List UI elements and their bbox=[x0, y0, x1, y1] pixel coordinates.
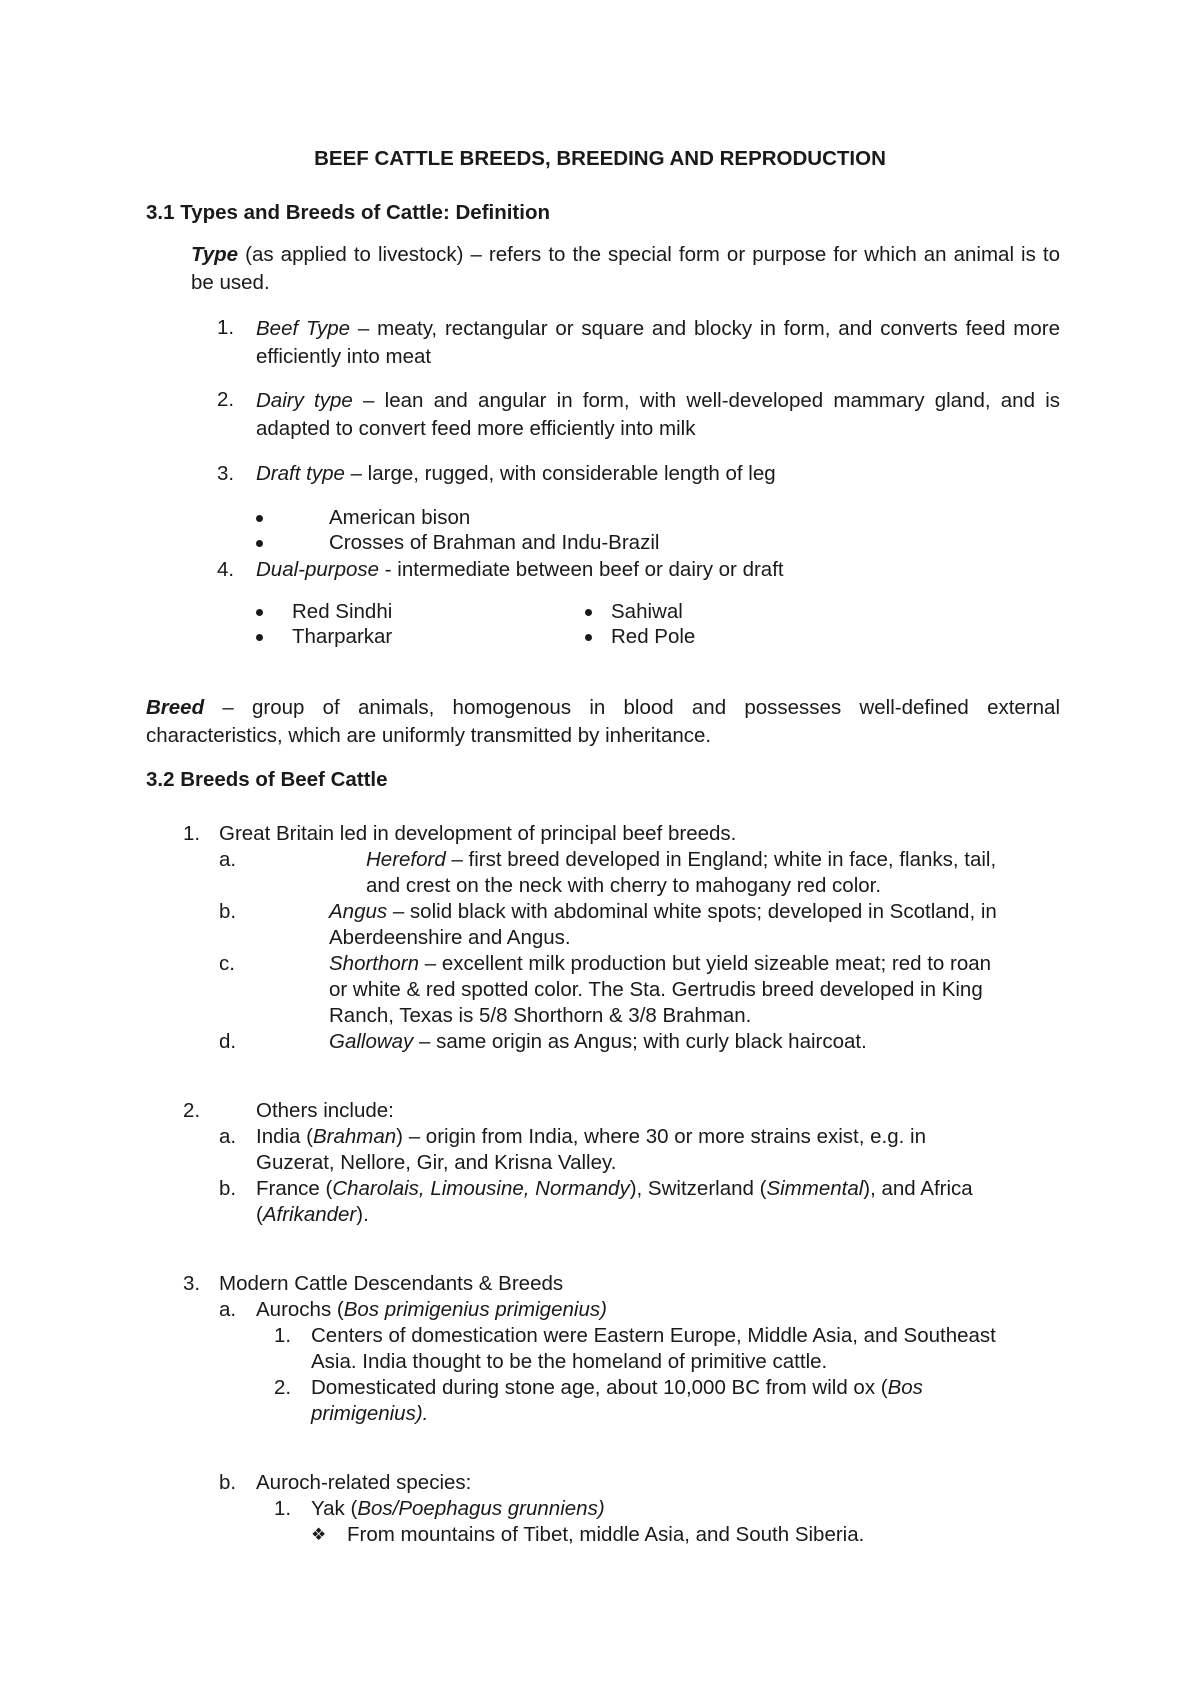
dual-example: Red Sindhi bbox=[292, 600, 393, 623]
domesticated-line-2 bbox=[311, 1401, 428, 1427]
sub-number: 1. bbox=[274, 1497, 292, 1520]
shorthorn-line-2: or white & red spotted color. The Sta. Gertrudis breed developed in King bbox=[329, 978, 983, 1001]
bullet-icon bbox=[256, 634, 263, 641]
france-line-1 bbox=[256, 1176, 973, 1202]
india-line-1 bbox=[256, 1124, 926, 1150]
dual-purpose-term: Dual-purpose bbox=[256, 558, 380, 581]
dual-example: Sahiwal bbox=[611, 600, 683, 623]
breed-list-number: 3. bbox=[183, 1272, 201, 1295]
breed-list-number: 1. bbox=[183, 822, 201, 845]
type-item-dual-purpose bbox=[256, 557, 784, 583]
sub-number: 2. bbox=[274, 1376, 292, 1399]
beef-type-text: – meaty, rectangular or square and blocky in form, and converts feed more efficiently into meat bbox=[256, 317, 1061, 368]
type-definition bbox=[191, 241, 1060, 296]
domestication-centers-line-1: Centers of domestication were Eastern Europe, Middle Asia, and Southeast bbox=[311, 1324, 996, 1347]
galloway-text: – same origin as Angus; with curly black haircoat. bbox=[413, 1030, 867, 1053]
section-3-1-heading: 3.1 Types and Breeds of Cattle: Definition bbox=[146, 201, 550, 224]
domesticated-line-1 bbox=[311, 1375, 923, 1401]
domestication-centers-line-2: Asia. India thought to be the homeland of primitive cattle. bbox=[311, 1350, 828, 1373]
bullet-icon bbox=[256, 609, 263, 616]
india-pre: India ( bbox=[256, 1125, 313, 1148]
india-post: ) – origin from India, where 30 or more strains exist, e.g. in bbox=[396, 1125, 926, 1148]
type-item-dairy bbox=[256, 387, 1060, 442]
draft-example: Crosses of Brahman and Indu-Brazil bbox=[329, 531, 660, 554]
diamond-bullet-icon: ❖ bbox=[311, 1525, 327, 1544]
yak-line bbox=[311, 1496, 605, 1522]
breed-list-text: Modern Cattle Descendants & Breeds bbox=[219, 1272, 564, 1295]
bullet-icon bbox=[256, 540, 263, 547]
breed-definition bbox=[146, 694, 1060, 749]
document-title: BEEF CATTLE BREEDS, BREEDING AND REPRODUCTION bbox=[314, 147, 886, 170]
section-3-2-heading: 3.2 Breeds of Beef Cattle bbox=[146, 768, 388, 791]
breed-term: Breed bbox=[146, 696, 205, 719]
breed-definition-text: – group of animals, homogenous in blood and possesses well-defined external characteristics, which are uniformly transmitted by inheritance. bbox=[146, 696, 1060, 747]
angus-text: – solid black with abdominal white spots; developed in Scotland, in bbox=[387, 900, 997, 923]
simmental-term: Simmental bbox=[766, 1177, 864, 1200]
dual-example: Tharparkar bbox=[292, 625, 393, 648]
hereford-text: – first breed developed in England; white in face, flanks, tail, bbox=[445, 848, 997, 871]
aurochs-term: Bos primigenius primigenius) bbox=[343, 1298, 607, 1321]
switzerland-text: ), Switzerland ( bbox=[629, 1177, 767, 1200]
sub-letter: b. bbox=[219, 1471, 237, 1494]
beef-type-term: Beef Type bbox=[256, 317, 351, 340]
domesticated-text: Domesticated during stone age, about 10,000 BC from wild ox ( bbox=[311, 1376, 888, 1399]
sub-letter: d. bbox=[219, 1030, 237, 1053]
breed-list-text: Others include: bbox=[256, 1099, 394, 1122]
type-item-number: 4. bbox=[217, 558, 235, 581]
paren-close: ). bbox=[356, 1203, 369, 1226]
india-line-2: Guzerat, Nellore, Gir, and Krisna Valley. bbox=[256, 1151, 617, 1174]
bullet-icon bbox=[256, 515, 263, 522]
sub-letter: b. bbox=[219, 1177, 237, 1200]
afrikander-term: Afrikander bbox=[262, 1203, 357, 1226]
aurochs-line bbox=[256, 1297, 607, 1323]
type-item-number: 3. bbox=[217, 462, 235, 485]
yak-pre: Yak ( bbox=[311, 1497, 358, 1520]
dual-example: Red Pole bbox=[611, 625, 696, 648]
africa-text: ), and Africa bbox=[863, 1177, 973, 1200]
french-breeds-term: Charolais, Limousine, Normandy bbox=[332, 1177, 630, 1200]
aurochs-pre: Aurochs ( bbox=[256, 1298, 344, 1321]
galloway-line-1 bbox=[329, 1029, 867, 1055]
angus-term: Angus bbox=[329, 900, 388, 923]
hereford-term: Hereford bbox=[366, 848, 446, 871]
type-term: Type bbox=[191, 243, 239, 266]
sub-letter: b. bbox=[219, 900, 237, 923]
breed-list-text: Great Britain led in development of principal beef breeds. bbox=[219, 822, 737, 845]
type-item-number: 1. bbox=[217, 316, 235, 339]
sub-letter: a. bbox=[219, 1125, 237, 1148]
angus-line-1 bbox=[329, 899, 997, 925]
sub-letter: c. bbox=[219, 952, 235, 975]
shorthorn-line-3: Ranch, Texas is 5/8 Shorthorn & 3/8 Brahman. bbox=[329, 1004, 752, 1027]
type-item-beef bbox=[256, 315, 1060, 370]
galloway-term: Galloway bbox=[329, 1030, 414, 1053]
paren-open: ( bbox=[256, 1203, 263, 1226]
yak-origin-text: From mountains of Tibet, middle Asia, and South Siberia. bbox=[347, 1523, 865, 1546]
shorthorn-text: – excellent milk production but yield sizeable meat; red to roan bbox=[419, 952, 992, 975]
draft-type-term: Draft type bbox=[256, 462, 345, 485]
draft-example: American bison bbox=[329, 506, 471, 529]
sub-number: 1. bbox=[274, 1324, 292, 1347]
bullet-icon bbox=[585, 609, 592, 616]
auroch-related-text: Auroch-related species: bbox=[256, 1471, 472, 1494]
sub-letter: a. bbox=[219, 1298, 237, 1321]
type-item-number: 2. bbox=[217, 388, 235, 411]
hereford-line-2: and crest on the neck with cherry to mahogany red color. bbox=[366, 874, 882, 897]
bullet-icon bbox=[585, 634, 592, 641]
dual-purpose-text: - intermediate between beef or dairy or draft bbox=[379, 558, 784, 581]
brahman-term: Brahman bbox=[312, 1125, 397, 1148]
shorthorn-line-1 bbox=[329, 951, 991, 977]
type-definition-text: (as applied to livestock) – refers to the special form or purpose for which an animal is to be used. bbox=[191, 243, 1060, 294]
breed-list-number: 2. bbox=[183, 1099, 201, 1122]
hereford-line-1 bbox=[366, 847, 996, 873]
type-item-draft bbox=[256, 461, 776, 487]
sub-letter: a. bbox=[219, 848, 237, 871]
france-line-2 bbox=[256, 1202, 369, 1228]
primigenius-term: primigenius). bbox=[311, 1402, 429, 1425]
draft-type-text: – large, rugged, with considerable length of leg bbox=[344, 462, 776, 485]
angus-line-2: Aberdeenshire and Angus. bbox=[329, 926, 571, 949]
dairy-type-text: – lean and angular in form, with well-developed mammary gland, and is adapted to convert feed more efficiently into milk bbox=[256, 389, 1060, 440]
france-pre: France ( bbox=[256, 1177, 333, 1200]
yak-term: Bos/Poephagus grunniens) bbox=[357, 1497, 605, 1520]
dairy-type-term: Dairy type bbox=[256, 389, 353, 412]
shorthorn-term: Shorthorn bbox=[329, 952, 420, 975]
bos-term: Bos bbox=[887, 1376, 923, 1399]
